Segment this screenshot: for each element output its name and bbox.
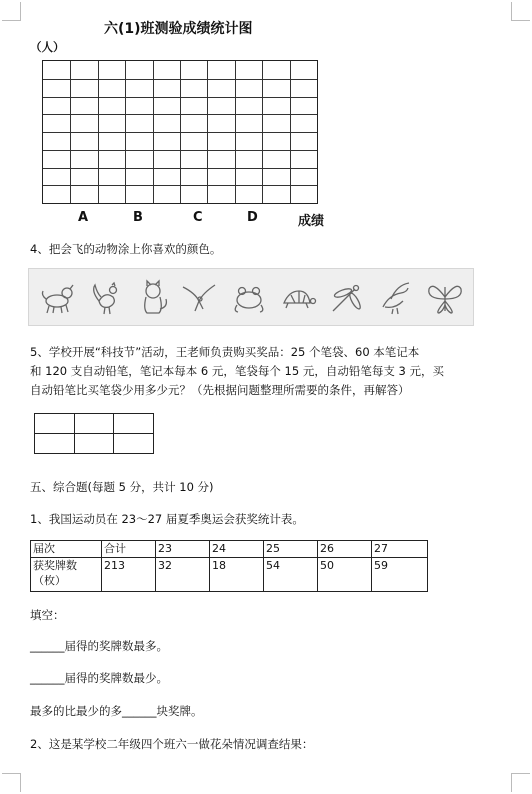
- blank-bar-chart-grid[interactable]: [42, 60, 318, 204]
- value-cell: 50: [318, 558, 372, 592]
- category-label-c: C: [193, 210, 203, 225]
- value-cell: 32: [156, 558, 210, 592]
- fill-in-blank-1[interactable]: ______届得的奖牌数最多。: [30, 639, 168, 653]
- section-5-heading: 五、综合题(每题 5 分，共计 10 分): [30, 480, 214, 494]
- table-cell[interactable]: [35, 414, 75, 434]
- table-cell[interactable]: [35, 434, 75, 454]
- question-5-line-1: 5、学校开展“科技节”活动，王老师负责购买奖品：25 个笔袋、60 本笔记本: [30, 345, 420, 359]
- x-axis-label: 成绩: [298, 214, 325, 229]
- question-1-text: 1、我国运动员在 23～27 届夏季奥运会获奖统计表。: [30, 512, 304, 526]
- grid-line-vertical: [262, 61, 263, 203]
- fill-in-blank-2[interactable]: ______届得的奖牌数最少。: [30, 671, 168, 685]
- table-cell[interactable]: [74, 434, 114, 454]
- value-cell: 18: [210, 558, 264, 592]
- category-label-a: A: [78, 210, 89, 225]
- header-cell: 26: [318, 541, 372, 558]
- question-5-line-3: 自动铅笔比买笔袋少用多少元？（先根据问题整理所需要的条件，再解答）: [30, 383, 410, 397]
- chart-title: 六(1)班测验成绩统计图: [104, 21, 253, 37]
- grid-line-vertical: [207, 61, 208, 203]
- row-label-line-1: 获奖牌数: [33, 559, 77, 572]
- butterfly-icon[interactable]: [425, 279, 465, 317]
- question-5-line-2: 和 120 支自动铅笔，笔记本每本 6 元，笔袋每个 15 元，自动铅笔每支 3 元，买: [30, 364, 444, 378]
- grid-line-vertical: [98, 61, 99, 203]
- header-cell: 届次: [31, 541, 102, 558]
- category-label-d: D: [247, 210, 258, 225]
- grid-line-vertical: [235, 61, 236, 203]
- dog-icon[interactable]: [37, 279, 77, 317]
- row-label-line-2: （枚）: [33, 574, 66, 587]
- olympic-medal-table: [30, 540, 428, 592]
- animal-picture-strip: [28, 268, 474, 326]
- table-row: [31, 558, 428, 592]
- frog-icon[interactable]: [229, 279, 269, 317]
- chart-unit-label: （人）: [30, 40, 65, 54]
- header-cell: 23: [156, 541, 210, 558]
- header-cell: 27: [372, 541, 428, 558]
- crop-mark-bottom-right: [511, 773, 530, 792]
- tortoise-icon[interactable]: [277, 279, 317, 317]
- condition-answer-table[interactable]: [34, 413, 154, 454]
- grid-line-vertical: [290, 61, 291, 203]
- row-label-cell: [31, 558, 102, 592]
- fill-in-blank-3[interactable]: 最多的比最少的多______块奖牌。: [30, 704, 203, 718]
- header-cell: 25: [264, 541, 318, 558]
- dragonfly-icon[interactable]: [325, 279, 365, 317]
- grid-line-vertical: [180, 61, 181, 203]
- header-cell: 合计: [102, 541, 156, 558]
- rooster-icon[interactable]: [85, 279, 125, 317]
- question-4-text: 4、把会飞的动物涂上你喜欢的颜色。: [30, 242, 222, 256]
- grid-line-vertical: [70, 61, 71, 203]
- table-cell[interactable]: [114, 434, 154, 454]
- value-cell: 54: [264, 558, 318, 592]
- table-row: [31, 541, 428, 558]
- crop-mark-top-right: [511, 2, 530, 21]
- category-label-b: B: [133, 210, 143, 225]
- crop-mark-bottom-left: [2, 773, 21, 792]
- table-cell[interactable]: [74, 414, 114, 434]
- grid-line-vertical: [153, 61, 154, 203]
- bird-icon[interactable]: [179, 279, 219, 317]
- table-cell[interactable]: [114, 414, 154, 434]
- grid-line-vertical: [125, 61, 126, 203]
- bird-icon[interactable]: [375, 279, 415, 317]
- value-cell: 213: [102, 558, 156, 592]
- cat-icon[interactable]: [133, 279, 173, 317]
- value-cell: 59: [372, 558, 428, 592]
- question-2-text: 2、这是某学校二年级四个班六一做花朵情况调查结果：: [30, 737, 314, 751]
- crop-mark-top-left: [2, 2, 21, 21]
- fill-in-label: 填空：: [30, 608, 65, 622]
- header-cell: 24: [210, 541, 264, 558]
